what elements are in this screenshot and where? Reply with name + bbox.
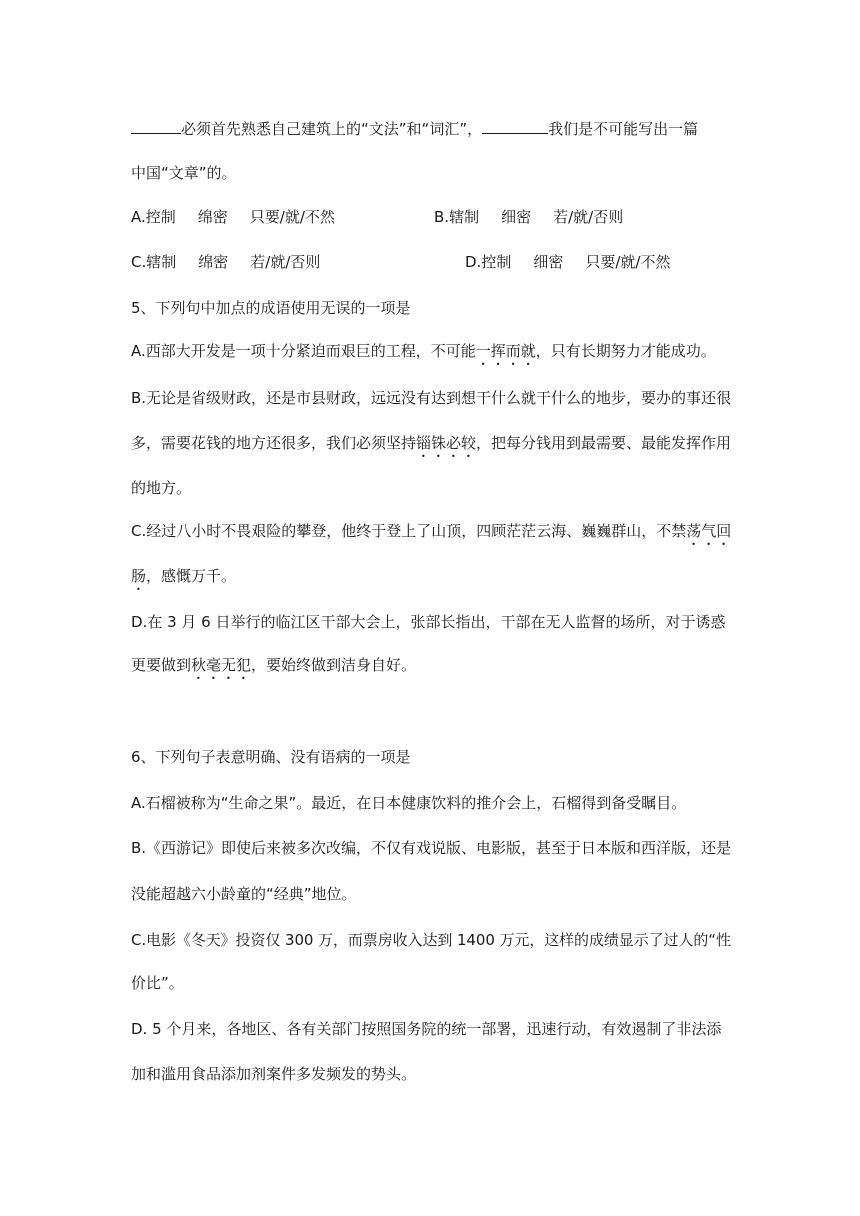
q5-option-a: A.西部大开发是一项十分紧迫而艰巨的工程，不可能一挥而就，只有长期努力才能成功。 bbox=[131, 342, 716, 360]
q6-option-b-line-2: 没能超越六小龄童的“经典”地位。 bbox=[131, 885, 357, 903]
q6-option-d-line-1: D. 5 个月来，各地区、各有关部门按照国务院的统一部署，迅速行动，有效遏制了非法添 bbox=[131, 1020, 722, 1038]
fill-blank bbox=[482, 117, 548, 134]
q5-option-b-line-3: 的地方。 bbox=[131, 479, 192, 497]
dotted-idiom: 秋毫无犯 bbox=[191, 656, 252, 674]
q6-option-c-line-2: 价比”。 bbox=[131, 974, 184, 992]
q5-option-b-line-1: B.无论是省级财政，还是市县财政，远远没有达到想干什么就干什么的地步，要办的事还很 bbox=[131, 389, 732, 407]
q6-title: 6、下列句子表意明确、没有语病的一项是 bbox=[131, 748, 411, 766]
q5-option-b-line-2: 多，需要花钱的地方还很多，我们必须坚持锱铢必较，把每分钱用到最需要、最能发挥作用 bbox=[131, 434, 732, 452]
q5-option-d-line-2: 更要做到秋毫无犯，要始终做到洁身自好。 bbox=[131, 656, 417, 674]
q4-option-d: D.控制 细密 只要/就/不然 bbox=[465, 253, 671, 271]
q5-option-c-line-2: 肠，感慨万千。 bbox=[131, 567, 237, 585]
q4-stem-line-2: 中国“文章”的。 bbox=[131, 164, 237, 182]
dotted-idiom: 肠 bbox=[131, 567, 147, 585]
dotted-idiom: 荡气回 bbox=[686, 522, 732, 540]
q4-option-c: C.辖制 绵密 若/就/否则 bbox=[131, 253, 321, 271]
q6-option-b-line-1: B.《西游记》即使后来被多次改编，不仅有戏说版、电影版，甚至于日本版和西洋版，还是 bbox=[131, 839, 732, 857]
q5-title: 5、下列句中加点的成语使用无误的一项是 bbox=[131, 299, 411, 317]
q4-option-b: B.辖制 细密 若/就/否则 bbox=[434, 208, 624, 226]
q6-option-a: A.石榴被称为“生命之果”。最近，在日本健康饮料的推介会上，石榴得到备受瞩目。 bbox=[131, 794, 687, 812]
q5-option-d-line-1: D.在 3 月 6 日举行的临江区干部大会上，张部长指出，干部在无人监督的场所，对于诱惑 bbox=[131, 613, 726, 631]
q6-option-c-line-1: C.电影《冬天》投资仅 300 万，而票房收入达到 1400 万元，这样的成绩显示了过人的“性 bbox=[131, 931, 731, 949]
q4-option-a: A.控制 绵密 只要/就/不然 bbox=[131, 208, 335, 226]
dotted-idiom: 一挥而就 bbox=[475, 342, 536, 360]
q6-option-d-line-2: 加和滥用食品添加剂案件多发频发的势头。 bbox=[131, 1065, 417, 1083]
dotted-idiom: 锱铢必较 bbox=[416, 434, 477, 452]
q4-stem-line-1: 必须首先熟悉自己建筑上的“文法”和“词汇”， 我们是不可能写出一篇 bbox=[131, 117, 698, 139]
q5-option-c-line-1: C.经过八小时不畏艰险的攀登，他终于登上了山顶，四顾茫茫云海、巍巍群山，不禁荡气回 bbox=[131, 522, 732, 540]
fill-blank bbox=[131, 117, 181, 134]
